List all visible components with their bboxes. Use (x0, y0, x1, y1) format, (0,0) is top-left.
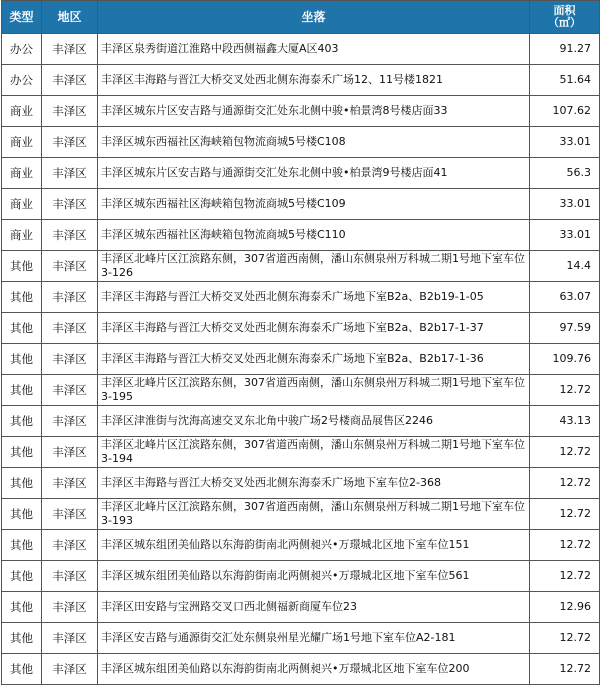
property-table (1, 0, 600, 685)
cell-location: 丰泽区丰海路与晋江大桥交叉处西北侧东海泰禾广场地下室B2a、B2b19-1-05 (98, 282, 530, 313)
cell-type: 其他 (2, 623, 42, 654)
cell-type: 办公 (2, 65, 42, 96)
cell-area: 107.62 (530, 96, 600, 127)
table-row (2, 530, 600, 561)
cell-area: 14.4 (530, 251, 600, 282)
table-row (2, 65, 600, 96)
header-district: 地区 (42, 1, 98, 34)
table-body (2, 34, 600, 685)
cell-type: 其他 (2, 468, 42, 499)
cell-location: 丰泽区城东西福社区海峡箱包物流商城5号楼C110 (98, 220, 530, 251)
cell-location: 丰泽区城东西福社区海峡箱包物流商城5号楼C109 (98, 189, 530, 220)
cell-location: 丰泽区丰海路与晋江大桥交叉处西北侧东海泰禾广场地下室B2a、B2b17-1-36 (98, 344, 530, 375)
table-row (2, 592, 600, 623)
cell-district: 丰泽区 (42, 468, 98, 499)
table-row (2, 623, 600, 654)
cell-area: 51.64 (530, 65, 600, 96)
cell-location: 丰泽区泉秀街道江淮路中段西侧福鑫大厦A区403 (98, 34, 530, 65)
cell-location: 丰泽区丰海路与晋江大桥交叉处西北侧东海泰禾广场12、11号楼1821 (98, 65, 530, 96)
cell-type: 其他 (2, 251, 42, 282)
cell-type: 其他 (2, 344, 42, 375)
table-row (2, 313, 600, 344)
cell-location: 丰泽区北峰片区江滨路东侧，307省道西南侧，潘山东侧泉州万科城二期1号地下室车位3-193 (98, 499, 530, 530)
header-area (530, 1, 600, 34)
cell-area: 33.01 (530, 220, 600, 251)
cell-type: 其他 (2, 561, 42, 592)
cell-district: 丰泽区 (42, 406, 98, 437)
cell-location: 丰泽区丰海路与晋江大桥交叉处西北侧东海泰禾广场地下室车位2-368 (98, 468, 530, 499)
cell-area: 12.72 (530, 530, 600, 561)
cell-location: 丰泽区城东组团美仙路以东海韵街南北两侧昶兴•万璟城北区地下室车位200 (98, 654, 530, 685)
cell-district: 丰泽区 (42, 127, 98, 158)
cell-district: 丰泽区 (42, 189, 98, 220)
cell-location: 丰泽区田安路与宝洲路交叉口西北侧福新商厦车位23 (98, 592, 530, 623)
cell-district: 丰泽区 (42, 623, 98, 654)
cell-location: 丰泽区北峰片区江滨路东侧，307省道西南侧，潘山东侧泉州万科城二期1号地下室车位3-195 (98, 375, 530, 406)
cell-district: 丰泽区 (42, 96, 98, 127)
table-row (2, 499, 600, 530)
cell-type: 其他 (2, 654, 42, 685)
header-location: 坐落 (98, 1, 530, 34)
table-row (2, 468, 600, 499)
cell-district: 丰泽区 (42, 530, 98, 561)
cell-district: 丰泽区 (42, 220, 98, 251)
cell-type: 商业 (2, 158, 42, 189)
cell-area: 12.72 (530, 468, 600, 499)
cell-district: 丰泽区 (42, 313, 98, 344)
cell-location: 丰泽区北峰片区江滨路东侧，307省道西南侧，潘山东侧泉州万科城二期1号地下室车位3-194 (98, 437, 530, 468)
cell-area: 12.72 (530, 654, 600, 685)
cell-location: 丰泽区城东西福社区海峡箱包物流商城5号楼C108 (98, 127, 530, 158)
table-row (2, 189, 600, 220)
cell-type: 其他 (2, 375, 42, 406)
table-row (2, 654, 600, 685)
cell-type: 其他 (2, 592, 42, 623)
table-row (2, 251, 600, 282)
cell-area: 12.72 (530, 437, 600, 468)
cell-district: 丰泽区 (42, 158, 98, 189)
table-row (2, 220, 600, 251)
cell-type: 其他 (2, 437, 42, 468)
cell-district: 丰泽区 (42, 344, 98, 375)
table-row (2, 34, 600, 65)
cell-district: 丰泽区 (42, 592, 98, 623)
cell-location: 丰泽区北峰片区江滨路东侧，307省道西南侧，潘山东侧泉州万科城二期1号地下室车位3-126 (98, 251, 530, 282)
table-row (2, 158, 600, 189)
table-row (2, 96, 600, 127)
cell-area: 12.96 (530, 592, 600, 623)
table-row (2, 127, 600, 158)
cell-area: 97.59 (530, 313, 600, 344)
cell-area: 12.72 (530, 561, 600, 592)
header-area-unit: （㎡） (548, 16, 581, 29)
cell-district: 丰泽区 (42, 375, 98, 406)
cell-type: 商业 (2, 189, 42, 220)
cell-area: 56.3 (530, 158, 600, 189)
cell-location: 丰泽区城东组团美仙路以东海韵街南北两侧昶兴•万璟城北区地下室车位561 (98, 561, 530, 592)
cell-location: 丰泽区城东片区安吉路与通源街交汇处东北侧中骏•柏景湾9号楼店面41 (98, 158, 530, 189)
cell-district: 丰泽区 (42, 34, 98, 65)
table-row (2, 344, 600, 375)
cell-area: 33.01 (530, 127, 600, 158)
table-header-row (2, 1, 600, 34)
table-row (2, 561, 600, 592)
cell-district: 丰泽区 (42, 561, 98, 592)
cell-type: 其他 (2, 406, 42, 437)
cell-area: 12.72 (530, 375, 600, 406)
cell-location: 丰泽区丰海路与晋江大桥交叉处西北侧东海泰禾广场地下室B2a、B2b17-1-37 (98, 313, 530, 344)
cell-area: 43.13 (530, 406, 600, 437)
header-area-label: 面积 (553, 4, 576, 17)
table-row (2, 406, 600, 437)
cell-location: 丰泽区城东片区安吉路与通源街交汇处东北侧中骏•柏景湾8号楼店面33 (98, 96, 530, 127)
cell-type: 商业 (2, 127, 42, 158)
table-row (2, 375, 600, 406)
cell-area: 12.72 (530, 499, 600, 530)
cell-type: 其他 (2, 282, 42, 313)
cell-type: 其他 (2, 313, 42, 344)
cell-location: 丰泽区安吉路与通源街交汇处东侧泉州星光耀广场1号地下室车位A2-181 (98, 623, 530, 654)
cell-location: 丰泽区城东组团美仙路以东海韵街南北两侧昶兴•万璟城北区地下室车位151 (98, 530, 530, 561)
cell-type: 商业 (2, 220, 42, 251)
cell-district: 丰泽区 (42, 282, 98, 313)
cell-district: 丰泽区 (42, 65, 98, 96)
cell-type: 其他 (2, 530, 42, 561)
cell-area: 63.07 (530, 282, 600, 313)
cell-area: 12.72 (530, 623, 600, 654)
cell-area: 91.27 (530, 34, 600, 65)
cell-type: 其他 (2, 499, 42, 530)
cell-district: 丰泽区 (42, 437, 98, 468)
cell-type: 商业 (2, 96, 42, 127)
cell-district: 丰泽区 (42, 251, 98, 282)
cell-district: 丰泽区 (42, 654, 98, 685)
cell-district: 丰泽区 (42, 499, 98, 530)
cell-location: 丰泽区津淮街与沈海高速交叉东北角中骏广场2号楼商品展售区2246 (98, 406, 530, 437)
cell-area: 33.01 (530, 189, 600, 220)
table-row (2, 437, 600, 468)
cell-type: 办公 (2, 34, 42, 65)
header-type: 类型 (2, 1, 42, 34)
table-row (2, 282, 600, 313)
cell-area: 109.76 (530, 344, 600, 375)
